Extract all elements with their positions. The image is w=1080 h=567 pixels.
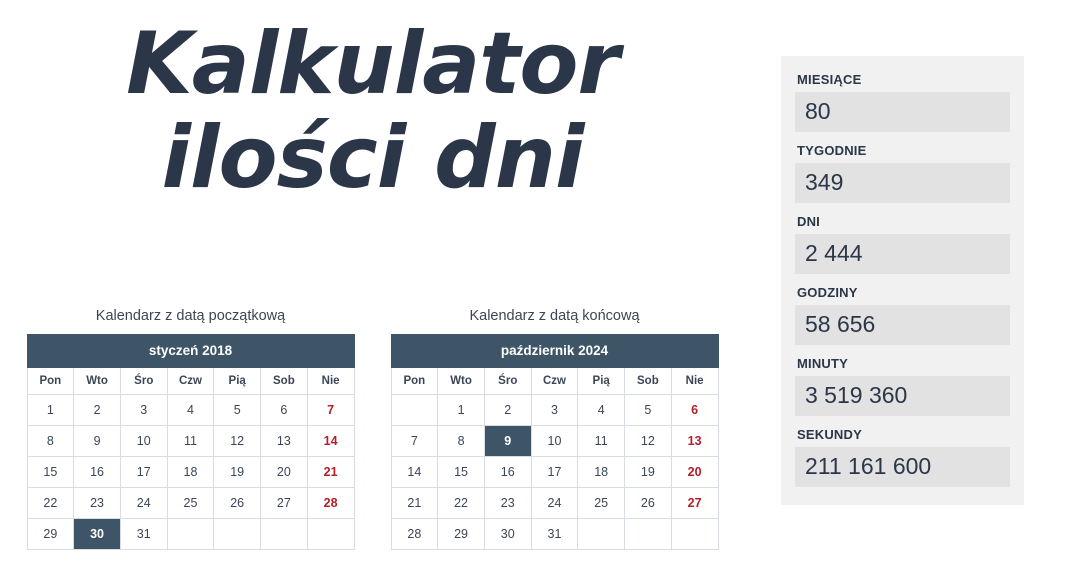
calendar-day-empty: [307, 519, 354, 550]
dow-fri: Pią: [214, 368, 261, 395]
dow-fri: Pią: [578, 368, 625, 395]
dow-wed: Śro: [120, 368, 167, 395]
page-title-line-2: ilości dni: [161, 108, 584, 209]
calendar-week-row: [391, 457, 718, 488]
result-row-seconds: [795, 427, 1010, 487]
calendar-day-empty: [391, 395, 438, 426]
calendar-day[interactable]: 26: [214, 488, 261, 519]
calendar-day-empty: [261, 519, 308, 550]
calendar-day[interactable]: 12: [625, 426, 672, 457]
calendar-day[interactable]: 16: [74, 457, 121, 488]
calendar-day[interactable]: 5: [625, 395, 672, 426]
calendar-day[interactable]: 19: [625, 457, 672, 488]
result-row-weeks: [795, 143, 1010, 203]
calendar-day[interactable]: 22: [438, 488, 485, 519]
calendar-day[interactable]: 30: [484, 519, 531, 550]
result-label-days: DNI: [797, 214, 820, 229]
calendar-day[interactable]: 24: [120, 488, 167, 519]
start-date-calendar: [27, 308, 355, 550]
calendar-week-row: [27, 457, 354, 488]
dow-sat: Sob: [261, 368, 308, 395]
dow-mon: Pon: [27, 368, 74, 395]
calendar-day-empty: [167, 519, 214, 550]
page-title: [0, 14, 745, 209]
calendar-week-row: [27, 426, 354, 457]
start-calendar-month-label: styczeń 2018: [27, 335, 354, 368]
start-calendar-table: [27, 334, 355, 550]
dow-thu: Czw: [531, 368, 578, 395]
end-calendar-table: [391, 334, 719, 550]
calendar-week-row: [391, 488, 718, 519]
calendar-day[interactable]: 17: [120, 457, 167, 488]
calendar-day[interactable]: 21: [391, 488, 438, 519]
result-row-hours: [795, 285, 1010, 345]
calendar-day[interactable]: 3: [531, 395, 578, 426]
calendar-day[interactable]: 22: [27, 488, 74, 519]
calendar-week-row: [391, 395, 718, 426]
calendar-day[interactable]: 4: [167, 395, 214, 426]
calendar-day[interactable]: 19: [214, 457, 261, 488]
result-value-hours: 58 656: [795, 305, 1010, 345]
calendar-day[interactable]: 29: [438, 519, 485, 550]
calendar-day[interactable]: 13: [261, 426, 308, 457]
calendar-day-empty: [214, 519, 261, 550]
calendar-day[interactable]: 16: [484, 457, 531, 488]
dow-sun: Nie: [671, 368, 718, 395]
dow-mon: Pon: [391, 368, 438, 395]
calendar-day[interactable]: 15: [27, 457, 74, 488]
dow-sun: Nie: [307, 368, 354, 395]
calendar-day[interactable]: 27: [671, 488, 718, 519]
calendar-day-empty: [671, 519, 718, 550]
result-value-seconds: 211 161 600: [795, 447, 1010, 487]
calendar-day[interactable]: 7: [307, 395, 354, 426]
calendar-day[interactable]: 21: [307, 457, 354, 488]
result-label-seconds: SEKUNDY: [797, 427, 862, 442]
calendar-day[interactable]: 6: [671, 395, 718, 426]
calendar-day[interactable]: 25: [578, 488, 625, 519]
calendar-day[interactable]: 31: [120, 519, 167, 550]
calendar-day[interactable]: 9: [74, 426, 121, 457]
calendar-day[interactable]: 29: [27, 519, 74, 550]
end-date-calendar: [391, 308, 719, 550]
page-title-line-1: Kalkulator: [126, 14, 619, 114]
calendar-day-selected[interactable]: 9: [484, 426, 531, 457]
calendar-day[interactable]: 6: [261, 395, 308, 426]
calendar-day[interactable]: 20: [261, 457, 308, 488]
result-value-months: 80: [795, 92, 1010, 132]
calendar-day[interactable]: 14: [391, 457, 438, 488]
result-row-days: [795, 214, 1010, 274]
calendar-day[interactable]: 18: [167, 457, 214, 488]
calendar-day[interactable]: 15: [438, 457, 485, 488]
calendar-day[interactable]: 25: [167, 488, 214, 519]
result-row-minutes: [795, 356, 1010, 416]
calendar-day[interactable]: 12: [214, 426, 261, 457]
calendar-day-empty: [625, 519, 672, 550]
start-calendar-caption: Kalendarz z datą początkową: [95, 308, 286, 324]
calendar-day-selected[interactable]: 30: [74, 519, 121, 550]
end-calendar-month-label: październik 2024: [391, 335, 718, 368]
calendar-week-row: [27, 519, 354, 550]
calendar-day[interactable]: 31: [531, 519, 578, 550]
calendar-day[interactable]: 27: [261, 488, 308, 519]
dow-tue: Wto: [74, 368, 121, 395]
calendar-week-row: [391, 426, 718, 457]
dow-tue: Wto: [438, 368, 485, 395]
calendar-day[interactable]: 13: [671, 426, 718, 457]
calendar-day[interactable]: 24: [531, 488, 578, 519]
result-row-months: [795, 72, 1010, 132]
calendar-day[interactable]: 4: [578, 395, 625, 426]
calendar-week-row: [391, 519, 718, 550]
calendar-day[interactable]: 1: [438, 395, 485, 426]
calendar-day[interactable]: 11: [167, 426, 214, 457]
calendar-day[interactable]: 23: [74, 488, 121, 519]
calendar-day[interactable]: 23: [484, 488, 531, 519]
results-panel: [781, 56, 1024, 505]
result-value-weeks: 349: [795, 163, 1010, 203]
calendar-day[interactable]: 14: [307, 426, 354, 457]
calendar-day[interactable]: 5: [214, 395, 261, 426]
result-label-hours: GODZINY: [797, 285, 858, 300]
calendar-day[interactable]: 3: [120, 395, 167, 426]
result-label-weeks: TYGODNIE: [797, 143, 867, 158]
calendar-week-row: [27, 488, 354, 519]
calendar-day[interactable]: 7: [391, 426, 438, 457]
calendar-day-empty: [578, 519, 625, 550]
calendar-day[interactable]: 26: [625, 488, 672, 519]
calendar-day[interactable]: 28: [391, 519, 438, 550]
dow-wed: Śro: [484, 368, 531, 395]
calendar-day[interactable]: 10: [531, 426, 578, 457]
result-label-months: MIESIĄCE: [797, 72, 862, 87]
dow-thu: Czw: [167, 368, 214, 395]
end-calendar-dow-row: [391, 368, 718, 395]
calendar-day[interactable]: 2: [484, 395, 531, 426]
calendar-day[interactable]: 11: [578, 426, 625, 457]
result-value-minutes: 3 519 360: [795, 376, 1010, 416]
calendar-day[interactable]: 1: [27, 395, 74, 426]
calendar-day[interactable]: 28: [307, 488, 354, 519]
calendar-day[interactable]: 18: [578, 457, 625, 488]
end-calendar-caption: Kalendarz z datą końcową: [469, 308, 640, 324]
calendar-day[interactable]: 2: [74, 395, 121, 426]
calendar-day[interactable]: 10: [120, 426, 167, 457]
calendar-day[interactable]: 8: [27, 426, 74, 457]
start-calendar-dow-row: [27, 368, 354, 395]
result-value-days: 2 444: [795, 234, 1010, 274]
dow-sat: Sob: [625, 368, 672, 395]
result-label-minutes: MINUTY: [797, 356, 849, 371]
calendar-day[interactable]: 8: [438, 426, 485, 457]
calendar-week-row: [27, 395, 354, 426]
calendars-container: [0, 308, 745, 550]
calendar-day[interactable]: 17: [531, 457, 578, 488]
calendar-day[interactable]: 20: [671, 457, 718, 488]
